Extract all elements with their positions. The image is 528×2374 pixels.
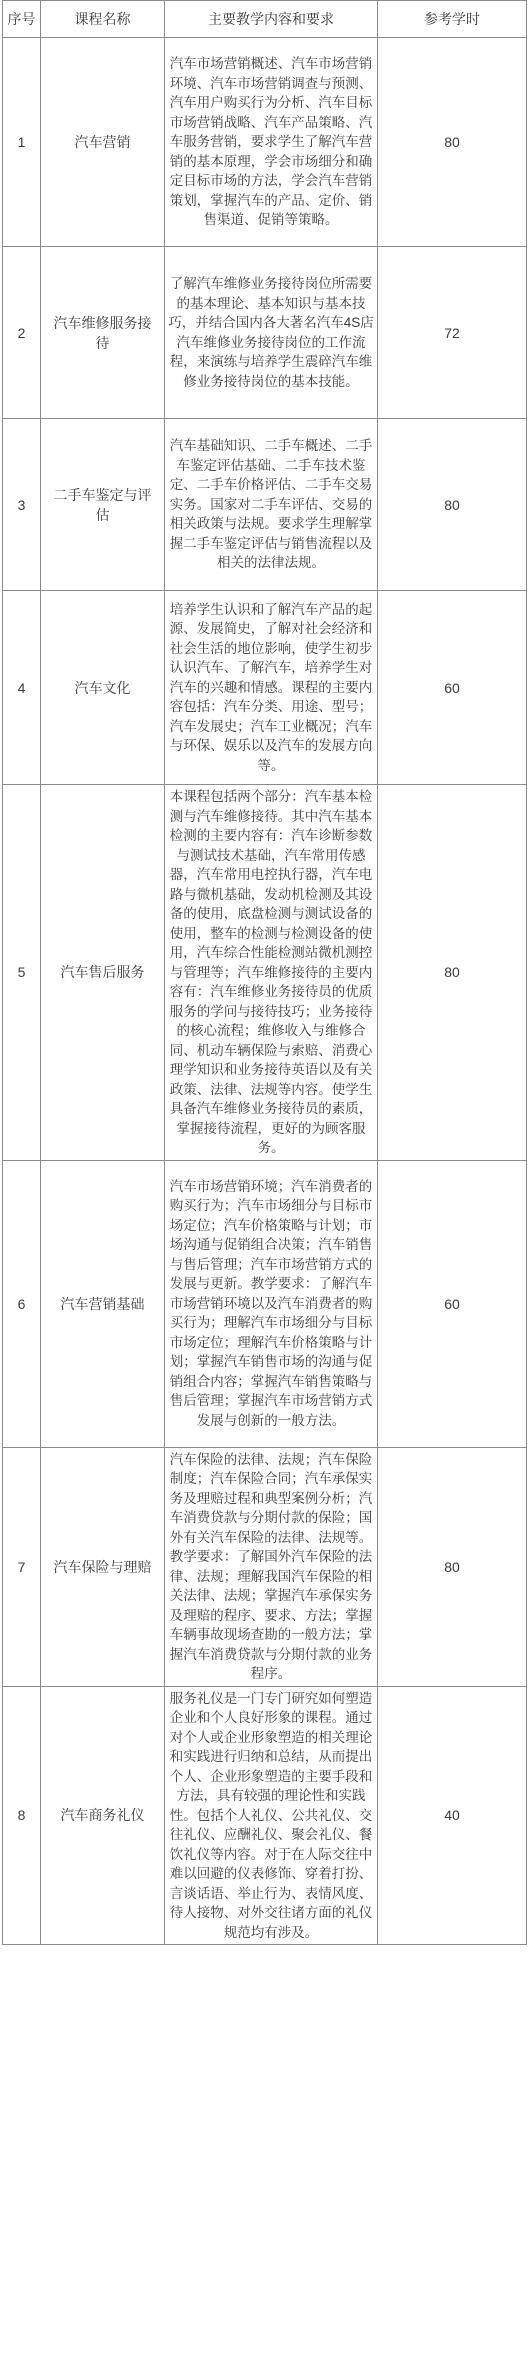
row-content: 服务礼仪是一门专门研究如何塑造企业和个人良好形象的课程。通过对个人或企业形象塑造的相关理论和实践进行归纳和总结，从而提出个人、企业形象塑造的主要手段和方法，具有较强的理论性和实践性。包括个人礼仪、公共礼仪、交往礼仪、应酬礼仪、聚会礼仪、餐饮礼仪等内容。对于在人际交往中难以回避的仪表修饰、穿着打扮、言谈话语、举止行为、表情风度、待人接物、对外交往诸方面的礼仪规范均有涉及。 xyxy=(165,1686,378,1945)
row-course-name: 汽车维修服务接待 xyxy=(41,247,165,419)
row-course-name: 汽车商务礼仪 xyxy=(41,1686,165,1945)
row-content: 了解汽车维修业务接待岗位所需要的基本理论、基本知识与基本技巧，并结合国内各大著名汽车4S店汽车维修业务接待岗位的工作流程，来演练与培养学生震碎汽车维修业务接待岗位的基本技能。 xyxy=(165,247,378,419)
row-no: 6 xyxy=(3,1160,41,1447)
row-course-name: 汽车营销 xyxy=(41,38,165,247)
row-content: 汽车市场营销概述、汽车市场营销环境、汽车市场营销调查与预测、汽车用户购买行为分析、汽车目标市场营销战略、汽车产品策略、汽车服务营销，要求学生了解汽车营销的基本原理，学会市场细分和确定目标市场的方法，学会汽车营销策划，掌握汽车的产品、定价、销售渠道、促销等策略。 xyxy=(165,38,378,247)
row-course-name: 汽车保险与理赔 xyxy=(41,1447,165,1686)
header-content: 主要教学内容和要求 xyxy=(165,1,378,38)
row-course-name: 二手车鉴定与评估 xyxy=(41,419,165,591)
row-no: 3 xyxy=(3,419,41,591)
row-course-name: 汽车文化 xyxy=(41,591,165,785)
table-row xyxy=(3,785,527,1161)
table-row xyxy=(3,1686,527,1945)
row-no: 2 xyxy=(3,247,41,419)
row-hours: 80 xyxy=(378,1447,527,1686)
table-row xyxy=(3,419,527,591)
row-no: 8 xyxy=(3,1686,41,1945)
row-hours: 40 xyxy=(378,1686,527,1945)
table-row xyxy=(3,247,527,419)
table-row xyxy=(3,1160,527,1447)
row-hours: 72 xyxy=(378,247,527,419)
table-row xyxy=(3,1447,527,1686)
row-no: 4 xyxy=(3,591,41,785)
row-course-name: 汽车营销基础 xyxy=(41,1160,165,1447)
row-content: 汽车保险的法律、法规；汽车保险制度；汽车保险合同；汽车承保实务及理赔过程和典型案例分析；汽车消费贷款与分期付款的保险；国外有关汽车保险的法律、法规等。教学要求：了解国外汽车保险的法律、法规；理解我国汽车保险的相关法律、法规；掌握汽车承保实务及理赔的程序、要求、方法；掌握车辆事故现场查勘的一般方法；掌握汽车消费贷款与分期付款的业务程序。 xyxy=(165,1447,378,1686)
header-no: 序号 xyxy=(3,1,41,38)
row-no: 7 xyxy=(3,1447,41,1686)
row-hours: 60 xyxy=(378,1160,527,1447)
header-course-name: 课程名称 xyxy=(41,1,165,38)
table-row xyxy=(3,38,527,247)
row-hours: 60 xyxy=(378,591,527,785)
table-row xyxy=(3,591,527,785)
course-table xyxy=(2,0,527,1945)
header-hours: 参考学时 xyxy=(378,1,527,38)
table-header-row xyxy=(3,1,527,38)
row-hours: 80 xyxy=(378,785,527,1161)
row-no: 1 xyxy=(3,38,41,247)
row-content: 培养学生认识和了解汽车产品的起源、发展简史，了解对社会经济和社会生活的地位影响，使学生初步认识汽车、了解汽车，培养学生对汽车的兴趣和情感。课程的主要内容包括：汽车分类、用途、型号；汽车发展史；汽车工业概况；汽车与环保、娱乐以及汽车的发展方向等。 xyxy=(165,591,378,785)
row-hours: 80 xyxy=(378,419,527,591)
row-content: 汽车基础知识、二手车概述、二手车鉴定评估基础、二手车技术鉴定、二手车价格评估、二手车交易实务。国家对二手车评估、交易的相关政策与法规。要求学生理解掌握二手车鉴定评估与销售流程以及相关的法律法规。 xyxy=(165,419,378,591)
row-content: 汽车市场营销环境；汽车消费者的购买行为；汽车市场细分与目标市场定位；汽车价格策略与计划；市场沟通与促销组合决策；汽车销售与售后管理；汽车市场营销方式的发展与更新。教学要求：了解汽车市场营销环境以及汽车消费者的购买行为；理解汽车市场细分与目标市场定位；理解汽车价格策略与计划；掌握汽车销售市场的沟通与促销组合内容；掌握汽车销售策略与售后管理；掌握汽车市场营销方式发展与创新的一般方法。 xyxy=(165,1160,378,1447)
row-no: 5 xyxy=(3,785,41,1161)
row-content: 本课程包括两个部分：汽车基本检测与汽车维修接待。其中汽车基本检测的主要内容有：汽车诊断参数与测试技术基础，汽车常用传感器，汽车常用电控执行器，汽车电路与微机基础，发动机检测及其设备的使用，底盘检测与测试设备的使用，整车的检测与检测设备的使用，汽车综合性能检测站微机测控与管理等；汽车维修接待的主要内容有：汽车维修业务接待员的优质服务的学问与接待技巧；业务接待的核心流程；维修收入与维修合同、机动车辆保险与索赔、消费心理学知识和业务接待英语以及有关政策、法律、法规等内容。使学生具备汽车维修业务接待员的素质，掌握接待流程，更好的为顾客服务。 xyxy=(165,785,378,1161)
row-hours: 80 xyxy=(378,38,527,247)
row-course-name: 汽车售后服务 xyxy=(41,785,165,1161)
